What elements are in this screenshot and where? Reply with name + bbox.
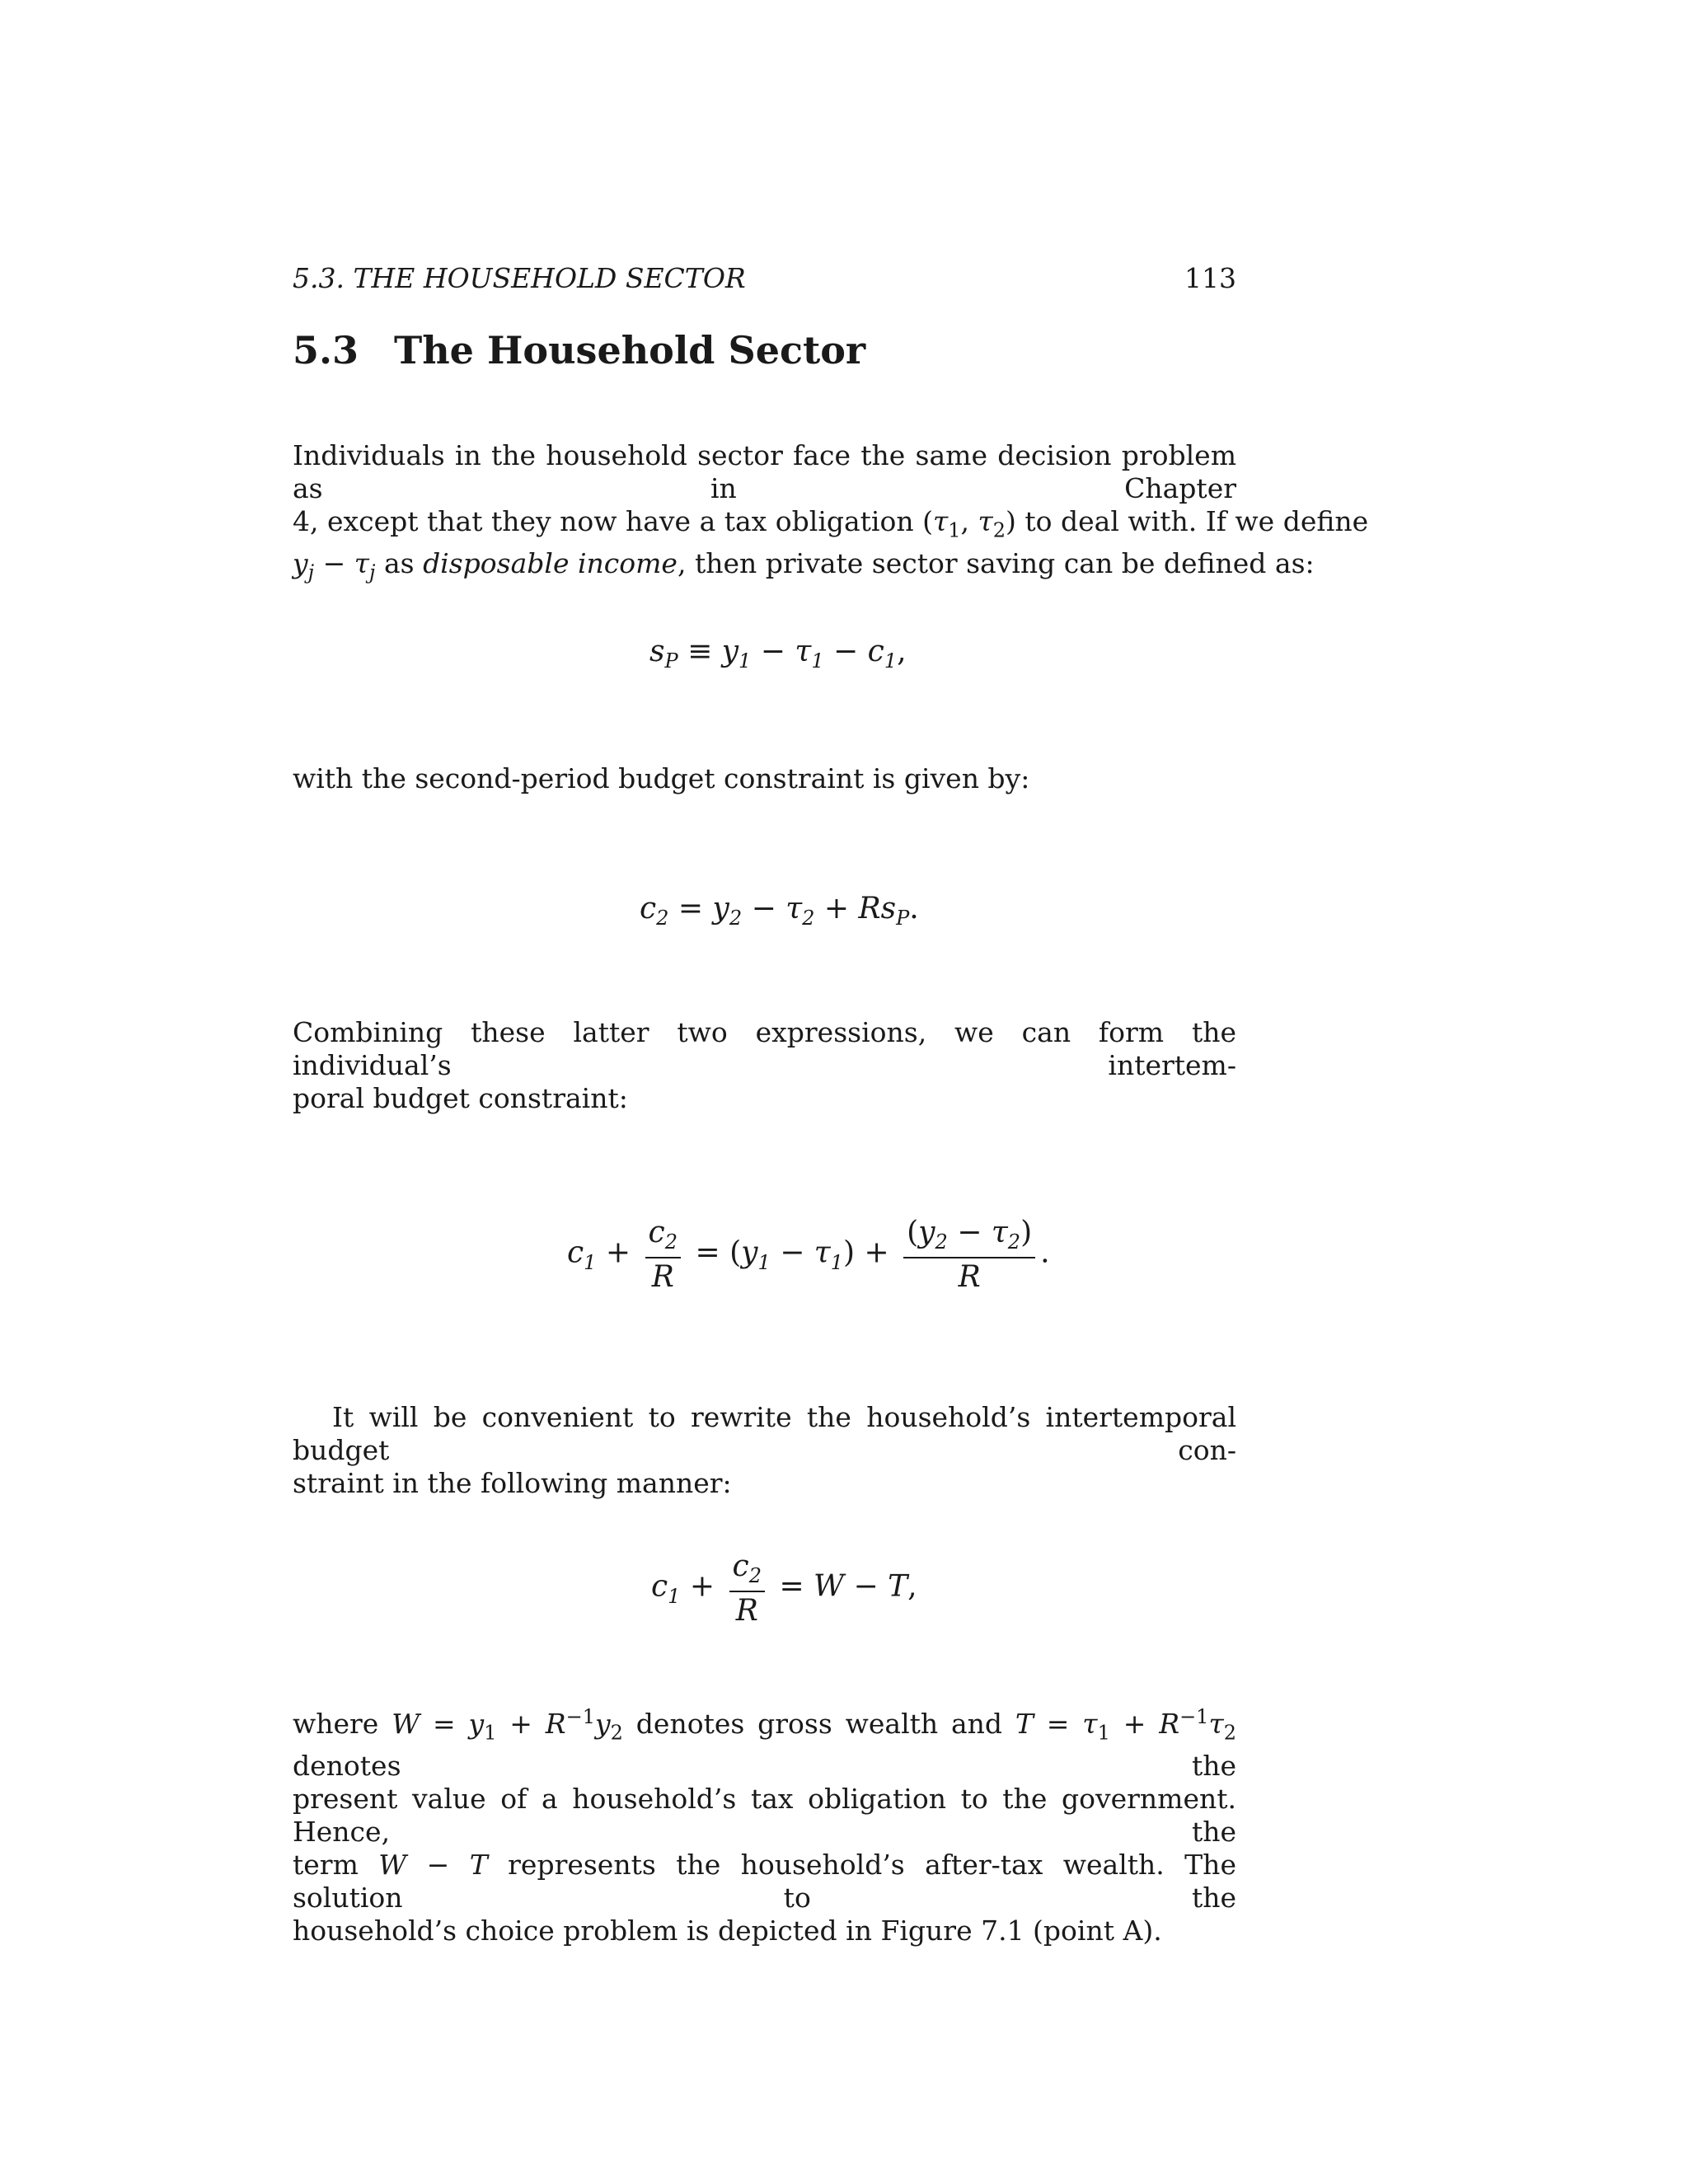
paragraph-second-period [293,762,1236,795]
paragraph-line: with the second-period budget constraint is given by: [293,762,1030,794]
emphasis-term: disposable income [423,546,678,579]
section-number: 5.3 [293,328,359,373]
paragraph-intro [293,439,1369,588]
equation-wealth-form: $c_1$ + $\frac{c_2}{R}$ = W − T, [651,1549,917,1629]
running-title: 5.3. THE HOUSEHOLD SECTOR [293,262,746,294]
paragraph-wealth-definition [293,1700,1236,1947]
paragraph-line: present value of a household’s tax obligation to the government. Hence, the [293,1782,1236,1848]
running-head [293,262,1236,294]
fraction: $\frac{c_2}{R}$ [645,1216,681,1294]
paragraph-line: $y_j - \tau_j$ as disposable income, then private sector saving can be defined as: [293,546,1315,584]
paragraph-line: where $W = y_1 + R^{-1}y_2$ denotes gross wealth and $T = \tau_1 + R^{-1}\tau_2$ denotes the [293,1705,1236,1782]
paragraph-line: Individuals in the household sector face the same decision problem as in Chapter [293,439,1236,504]
paragraph-line: Combining these latter two expressions, we can form the individual’s intertem- [293,1016,1236,1081]
section-heading [293,328,865,373]
paragraph-rewrite [293,1401,1236,1500]
paragraph-line: poral budget constraint: [293,1082,628,1114]
section-title: The Household Sector [394,328,866,373]
fraction: $\frac{c_2}{R}$ [729,1549,765,1628]
paragraph-line: 4, except that they now have a tax obligation ($\tau_1$, $\tau_2$) to deal with. If we define [293,505,1369,542]
page-number: 113 [1184,262,1236,294]
paragraph-combining [293,1016,1236,1115]
equation-private-saving: $s_P \equiv y_1 - \tau_1 - c_1$, [649,635,907,673]
equation-second-period-budget: $c_2 = y_2 - \tau_2 + Rs_P$. [640,892,919,930]
paragraph-line: straint in the following manner: [293,1467,732,1499]
paragraph-line: household’s choice problem is depicted in Figure 7.1 (point A). [293,1914,1162,1947]
equation-intertemporal-budget: $c_1$ + $\frac{c_2}{R}$ = $(y_1 - \tau_1)$ + $\frac{(y_2 - \tau_2)}{R}$ . [567,1216,1050,1295]
fraction: $\frac{(y_2 - \tau_2)}{R}$ [903,1216,1035,1294]
paragraph-line: It will be convenient to rewrite the household’s intertemporal budget con- [293,1401,1236,1466]
paragraph-line: term W − T represents the household’s after-tax wealth. The solution to the [293,1848,1236,1914]
